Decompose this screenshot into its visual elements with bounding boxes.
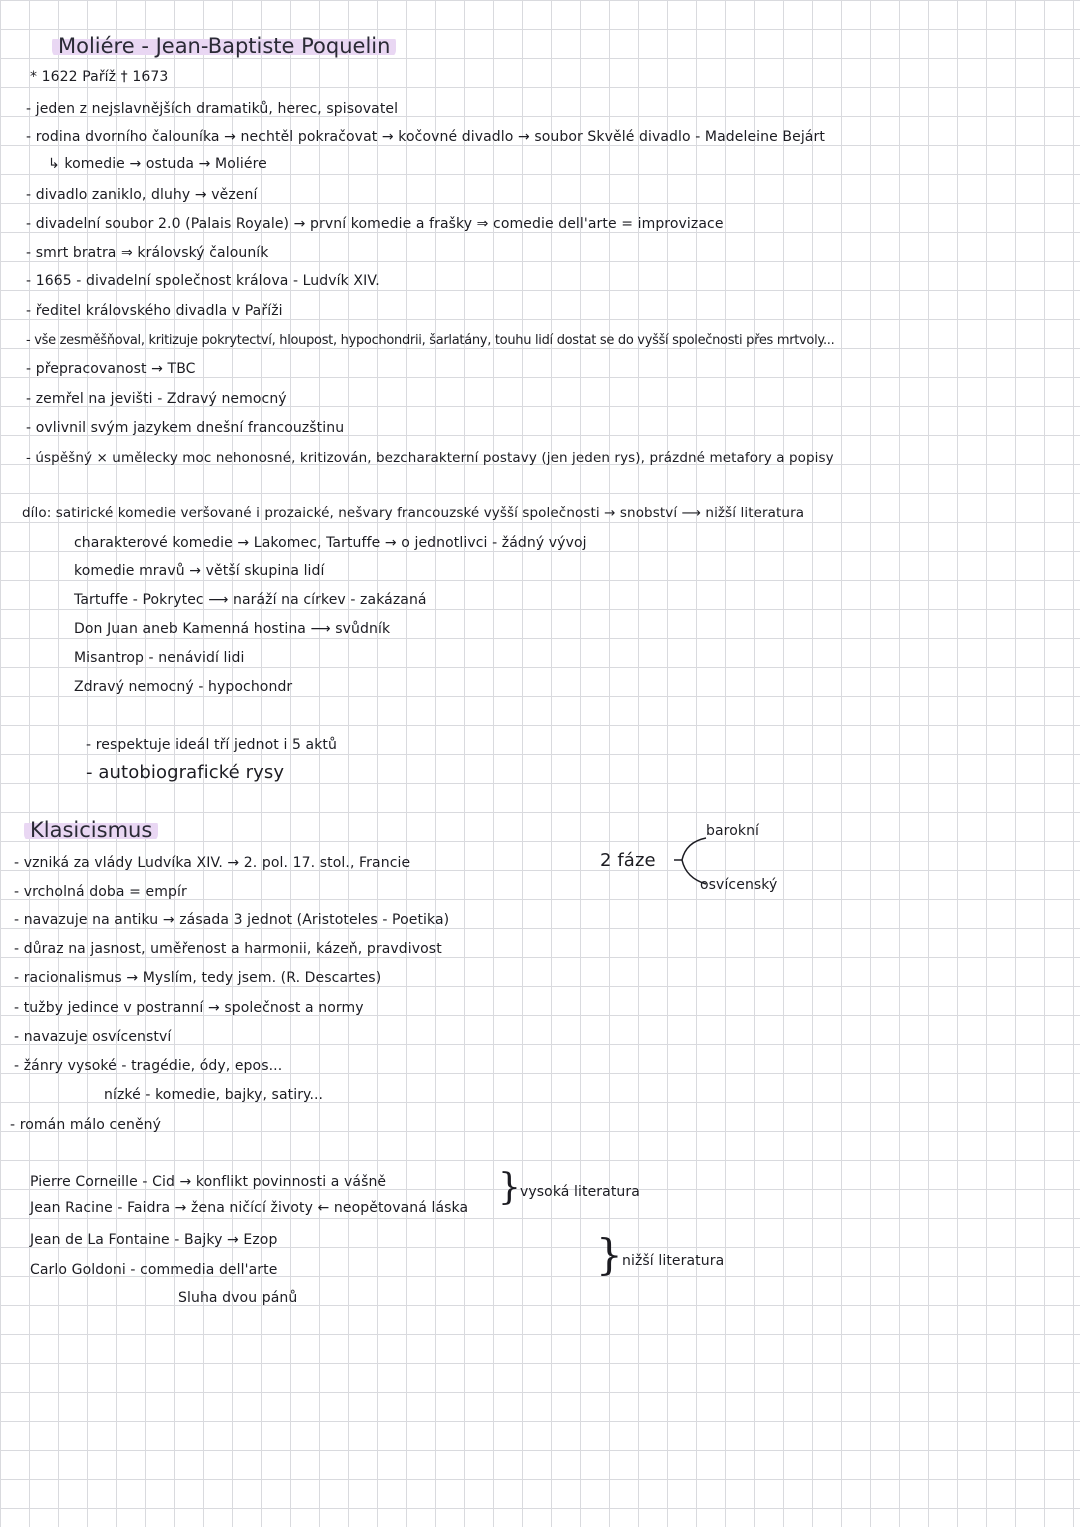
klasicismus-line: - navazuje osvícenství xyxy=(14,1029,172,1045)
moliere-line: - ovlivnil svým jazykem dnešní francouzštinu xyxy=(26,420,345,436)
moliere-line: - přepracovanost → TBC xyxy=(26,361,196,377)
moliere-line: - rodina dvorního čalouníka → nechtěl pokračovat → kočovné divadlo → soubor Skvělé divadlo - Madeleine Bejárt xyxy=(26,129,825,145)
dilo-line: komedie mravů → větší skupina lidí xyxy=(74,563,325,579)
moliere-line: - divadelní soubor 2.0 (Palais Royale) → první komedie a frašky ⇒ comedie dell'arte = improvizace xyxy=(26,216,724,232)
moliere-line: ↳ komedie → ostuda → Moliére xyxy=(48,156,267,172)
author-line: Carlo Goldoni - commedia dell'arte xyxy=(30,1262,278,1278)
klasicismus-line: - navazuje na antiku → zásada 3 jednot (Aristoteles - Poetika) xyxy=(14,912,450,928)
dilo-note: - respektuje ideál tří jednot i 5 aktů xyxy=(86,737,337,753)
klasicismus-line: - důraz na jasnost, uměřenost a harmonii, kázeň, pravdivost xyxy=(14,941,442,957)
klasicismus-line: - vzniká za vlády Ludvíka XIV. → 2. pol. 17. stol., Francie xyxy=(14,855,411,871)
moliere-line: - úspěšný × umělecky moc nehonosné, kritizován, bezcharakterní postavy (jen jeden rys), prázdné metafory a popisy xyxy=(26,450,834,466)
moliere-line: - ředitel královského divadla v Paříži xyxy=(26,303,283,319)
moliere-line: - jeden z nejslavnějších dramatiků, herec, spisovatel xyxy=(26,101,399,117)
moliere-line: - vše zesměšňoval, kritizuje pokrytectví, hloupost, hypochondrii, šarlatány, touhu lidí dostat se do vyšší společnosti přes mrtvoly... xyxy=(26,333,835,348)
klasicismus-line: - vrcholná doba = empír xyxy=(14,884,187,900)
author-line: Sluha dvou pánů xyxy=(178,1290,298,1306)
moliere-line: - zemřel na jevišti - Zdravý nemocný xyxy=(26,391,287,407)
dilo-line: Zdravý nemocný - hypochondr xyxy=(74,679,293,695)
klasicismus-line: nízké - komedie, bajky, satiry... xyxy=(104,1087,324,1103)
low-literature-label: nižší literatura xyxy=(622,1253,725,1269)
phases-label: 2 fáze xyxy=(600,850,656,871)
brace-icon: } xyxy=(498,1167,521,1208)
brace-icon: } xyxy=(596,1230,623,1279)
klasicismus-line: - román málo ceněný xyxy=(10,1117,162,1133)
phase-item: barokní xyxy=(706,823,760,839)
moliere-title: Moliére - Jean-Baptiste Poquelin xyxy=(52,34,396,58)
high-literature-label: vysoká literatura xyxy=(520,1184,640,1200)
moliere-born: * 1622 Paříž † 1673 xyxy=(30,69,169,85)
klasicismus-line: - racionalismus → Myslím, tedy jsem. (R. Descartes) xyxy=(14,970,382,986)
dilo-line: Tartuffe - Pokrytec ⟶ naráží na církev - zakázaná xyxy=(74,592,427,608)
author-line: Jean Racine - Faidra → žena ničící životy ← neopětovaná láska xyxy=(30,1200,469,1216)
klasicismus-line: - žánry vysoké - tragédie, ódy, epos... xyxy=(14,1058,283,1074)
klasicismus-title: Klasicismus xyxy=(24,818,158,842)
author-line: Jean de La Fontaine - Bajky → Ezop xyxy=(30,1232,278,1248)
moliere-line: - smrt bratra ⇒ královský čalouník xyxy=(26,245,269,261)
dilo-line: Misantrop - nenávidí lidi xyxy=(74,650,245,666)
phase-item: osvícenský xyxy=(700,877,778,893)
klasicismus-line: - tužby jedince v postranní → společnost a normy xyxy=(14,1000,364,1016)
author-line: Pierre Corneille - Cid → konflikt povinnosti a vášně xyxy=(30,1174,387,1190)
dilo-line: charakterové komedie → Lakomec, Tartuffe → o jednotlivci - žádný vývoj xyxy=(74,535,587,551)
moliere-line: - divadlo zaniklo, dluhy → vězení xyxy=(26,187,258,203)
dilo-note: - autobiografické rysy xyxy=(86,762,285,783)
dilo-line: dílo: satirické komedie veršované i prozaické, nešvary francouzské vyšší společnosti → snobství ⟶ nižší literatura xyxy=(22,505,805,521)
dilo-line: Don Juan aneb Kamenná hostina ⟶ svůdník xyxy=(74,621,391,637)
moliere-line: - 1665 - divadelní společnost králova - Ludvík XIV. xyxy=(26,273,380,289)
